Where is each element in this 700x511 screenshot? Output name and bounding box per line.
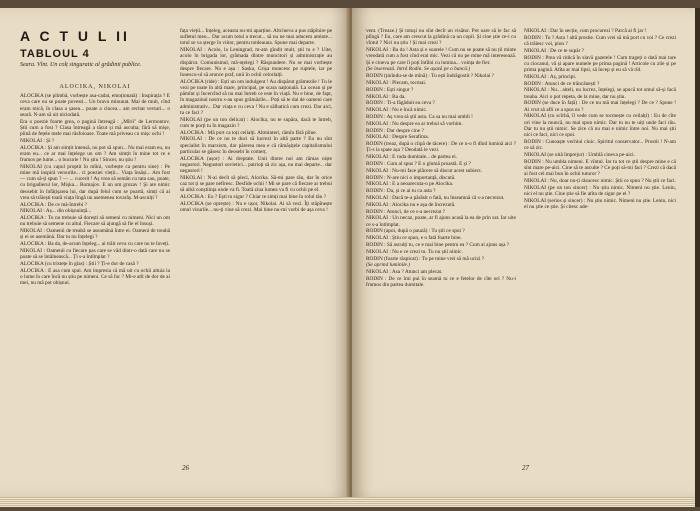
dialogue-paragraph: RODIN : Nu umbla nimeni. E vîntul. Iar tu tot ce știi despre mine e că sînt mare pe-aici. Cine să te asculte ? Ce poți să-mi faci ? Crezi că dacă ai fost cel mai bun în ochii tuturor ? — [524, 158, 676, 177]
dialogue-paragraph: RODIN : Ti-a făgăduit ea ceva ? — [366, 100, 435, 107]
dialogue-paragraph: NIKOLAI : Nu-mi face plăcere să discut acest subiect. — [366, 167, 483, 174]
page-edges-bottom — [0, 497, 695, 507]
dialogue-paragraph: RODIN : Atunci, de ce s-a necrezut ? — [366, 208, 446, 215]
page-number-left: 26 — [182, 464, 189, 472]
right-column-2 — [524, 28, 676, 460]
right-column-1 — [366, 28, 516, 460]
dialogue-paragraph: ALOCIKA : E asa cum spui. Am impresia că mă uit cu ochii altuia la o lume în care încă nu știu pe nimeni. Ce să fac ? Mi-e atît de dor de ai mei, nu mă pot obișnui. — [20, 267, 170, 287]
dialogue-paragraph: RODIN (foarte răspicat) : Tu pe mine vrei să mă ucizi ? — [366, 255, 485, 262]
dialogue-paragraph: NIKOLAI : Știu ce spun, e o fată foarte bine. — [366, 235, 462, 242]
dialogue-paragraph: ALOCIKA (ride) : Ești un om indulgent ! Au dispărut grămezile ! Tu le vezi pe toate în altă mare, principal, pe scara națională. La ocean și pe pămînt și încercînd să nu mai întreb ce este în viață. Nu e bine, de fapt, în magazinul nostru s-au spus grămăzile... Poți să te dai de oameni care administrativ... Dar viața e cu ceva ! Nu e sălbatică cum crezi. Dar aici, tu ce faci ? — [180, 78, 332, 116]
dialogue-paragraph: RODIN : N-are nici o importanță, discută. — [366, 174, 456, 181]
dialogue-paragraph: NIKOLAI : Dar în secție, cum procurezi ? Parcă ai fi jar ! — [524, 28, 647, 34]
dialogue-paragraph: fața vieții... Înțeleg, aceasta nu-mi aparține. Altcineva a pus stăpînire pe sufletul meu... Dar acum totul a trecut... să nu ne mai aducem aminte... totul se va șterge în viitor, pentru totdeauna. Spune mai departe. — [180, 28, 332, 47]
dialogue-paragraph: NIKOLAI : Aș... din obișnuință... — [20, 208, 92, 215]
dialogue-paragraph: NIKOLAI (serios și sincer) : Nu știu nimic. Nimeni nu știe. Lenin, nici el nu știe ce știe. Și citesc ade- — [524, 197, 676, 210]
dialogue-paragraph: RODIN (apoi, după o pauză) : Tu știi ce spui ? — [366, 228, 465, 235]
dialogue-paragraph: NIKOLAI : Ba da ! Asta și e soarele ! Cum nu se poate să nu ții minte vreodată cum a fost cînd erai mic. Vezi că nu pe mine mă interesează. Și e cineva pe care îl poți întîlni cu lumina... voința de fier. — [366, 47, 516, 66]
dialogue-paragraph: RODIN : Ești singur ? — [366, 86, 414, 93]
dialogue-paragraph: RODIN : Tu ? Asta ! altă prostie. Cum vrei să mă port cu voi ? Ce crezi că trăiesc voi, pion ? — [524, 34, 676, 47]
dialogue-paragraph: NIKOLAI (pe un ton sincer) : Nu știu nimic. Nimeni nu știe. Lenin, nici el nu știe. Cine știe să fie atîta de sigur pe el ? — [524, 184, 676, 197]
dialogue-paragraph: RODIN : Prea vă ridică în slavă gazetele ! Cum trageți o dată mai tare cu ciocanul, vă și apare numele pe prima pagină ! Articole cu zile și pe prima pagină. Atîta ar mai lipsi, să încep și eu să vă rîd. — [524, 54, 676, 73]
dialogue-paragraph: ALOCIKA (se plimbă, vorbește asa-cadat, emoționată) : Inspirația ? E ceva care nu se poate povesti... Un bravu minunat. Mai de mult, cînd eram mică, în clasa a șasea... poate a cincea... am recitat versuri... o seară. N-am să uit niciodată. — [20, 93, 170, 118]
dialogue-paragraph: NIKOLAI (pe un ton delicat) : Alocika, nu te supăra, dacă te întreb, cum te porți tu în magazin ? — [180, 116, 332, 129]
dialogue-paragraph: RODIN : Aș vrea să știi asta. Ca sa nu mai umbli ! — [366, 113, 473, 120]
left-column-2 — [180, 28, 332, 462]
dialogue-paragraph: RODIN : De ce îmi pui în seamă tu ce e fetelor de cîte ori ? Nu-i frumos din partea dumitale. — [366, 275, 516, 289]
dialogue-paragraph: NIKOLAI : Nu... alteli, nu lucrez, înțelegi, se apucă tot omul să-și facă treaba. Aici o pot repeta, de la mine, dar nu știu. — [524, 87, 676, 100]
dialogue-paragraph: NIKOLAI : Oamenii cu fiecare pas care se văd dintr-o dată care nu se poate să se întâlnească... Ți s-a întîmplat ? — [20, 248, 170, 261]
dialogue-paragraph: ALOCIKA : Tu nu trebuie să dorești să semeni cu nimeni. Nici un om nu trebuie să semene cu altul. Fiecare să ajungă să fie el însuși. — [20, 215, 170, 228]
dialogue-paragraph: ALOCIKA (cu tristețe în glas) : Știi ? Ți-e dor de casă ? — [20, 261, 139, 268]
dialogue-paragraph: RODIN : Dar despre cine ? — [366, 127, 424, 134]
dialogue-paragraph: NIKOLAI : Nu, doar nu-ți răsucesc nimic. Știi ce spun ? Nu știi ce faci. — [524, 177, 676, 184]
dialogue-paragraph: RODIN : Cunoaște vechiul cinic. Spiritul conservator... Prostii ! N-am ce să zic. — [524, 138, 676, 151]
dialogue-paragraph: ALOCIKA : Și am simțit intensă, nu pot să spun... Nu mai eram eu, nu eram eu... ce ar mai înțelege un om ? Am simțit în mine tot ce e frumos pe lume... o bucurie ! Nu știu ! Sincer, nu știu ! — [20, 144, 170, 164]
dialogue-paragraph: RODIN (se duce în față) : De ce nu mă mai înțelegi ? De ce ? Spune ! Ai vrut să afli ce a spus ea ? — [524, 100, 676, 113]
dialogue-paragraph: NIKOLAI : Un necaz, poate, ar fi ajuns acasă la ea de prin sat. Iar uite ce s-a întîmplat. — [366, 215, 516, 228]
dialogue-paragraph: NIKOLAI : N-ai decît să pleci, Alocika. Să-mi pare rău, dar în orice caz tot ți se pare nefiresc. Desfide ochii ! Mi se pare că fiecare ar trebui să aibă conștiința unde va fi. Toată ziua lumea va fi cu ochii pe el. — [180, 174, 332, 194]
dialogue-paragraph: ALOCIKA : De ce mă-întrebi ? — [20, 201, 87, 208]
dialogue-paragraph: RODIN (treaz, după o clipă de tăcere) : De ce n-o fi dînd lumină aici ? Ți-s la spate așa ? Deodată le vezi. — [366, 141, 516, 154]
left-column-1 — [20, 82, 170, 462]
dialogue-paragraph: ALOCIKA (se oprește) : Nu e ușor, Nikolai. Ai să vezi. Îți stăpînește omul visurile... nu-ți vine să crezi. Mai bine nu-mi vorbi de așa ceva ! — [180, 200, 332, 214]
dialogue-paragraph: NIKOLAI (cu capul proptit în mîini, vorbește ca pentru sine) : Pe mine mă inspiră versurile... ci poeziei vieții... Viața însăși... Am fost — cum să-ți spun ? — ... cucerit ! Aș vrea să semăn cu tata sau, poate, cu brigadierul lor, Mișka... Romajov. E un om grozav ! Și are nimic deosebit în înfățișarea lui, dar după felul cum se poartă, simți că ai vrea să trăiești toată viața lîngă un asemenea tovarăș. M-asculți ? — [20, 163, 170, 201]
stage-direction: Seara. Vînt. Un colț singuratic al grădinii publice. — [20, 62, 142, 68]
dialogue-paragraph: ALOCIKA : Mă port ca toți ceilalți. Altminteri, rămîn fără pîine. — [180, 129, 317, 136]
dialogue-paragraph: NIKOLAI : Dacă te-a părăsit o fată, nu înseamnă că s-a necrezut. — [366, 194, 505, 201]
page-number-right: 27 — [522, 464, 529, 472]
dialogue-paragraph: NIKOLAI : Nu e ce crezi tu. Tu nu știi nimic. — [366, 248, 463, 255]
dialogue-paragraph: NIKOLAI : Acolo, la Leningrad, m-am gîndit mult, știi tu e ? Uite, acolo în brigada lor, grămada dintre muncitori și administrație au dispărut. Comunismul, mă-nțelegi ? Răspundere. Nu se mai vorbește despre fiecare. Nu e așa : Saska, Grișa muncesc pe ruptele, iar pe Ionescu-ul să arunce praf, unii în ochii celorlalți. — [180, 47, 332, 79]
dialogue-paragraph: ALOCIKA : Eu ? Ești tu sigur ? Chiar te simți mai bine în rolul tău ? — [180, 194, 326, 201]
dialogue-paragraph: NIKOLAI : Alocika nu e așa de încrezută. — [366, 201, 456, 208]
dialogue-paragraph: NIKOLAI : E a neoarecuta-o pe Alocika. — [366, 181, 454, 188]
dialogue-paragraph: NIKOLAI : Oamenii de treabă se aseamănă între ei. Oameni de treabă și ei se asemănă. Dar tu nu înțelegi ? — [20, 228, 170, 241]
dialogue-paragraph: NIKOLAI : De ce te supăr ? — [524, 47, 585, 54]
dialogue-paragraph: RODIN : Da, și ce ai tu cu asta ? — [366, 188, 436, 195]
characters-heading: ALOCIKA, NIKOLAI — [59, 84, 131, 90]
dialogue-paragraph: NIKOLAI : Nu e încă nimic. — [366, 107, 428, 114]
cover-edge-right — [695, 8, 700, 507]
dialogue-paragraph: RODIN (ținîndu-se de mînă) : Tu ești îndrăgostit ? Nikolai ? — [366, 73, 494, 80]
dialogue-paragraph: NIKOLAI : Aș, principi. — [524, 73, 577, 80]
dialogue-paragraph: NIKOLAI (cu scîrbă, îl vede cum se tocmește cu ceilalți) : Eu de cîte ori vine la muncă, nu mai spun nimic. Dar tu nu te uiți unde faci rău. Dar tu nu știi nimic. Se zice că nu mai e nimic între noi. Nu mai știi nici ce faci, nici ce spui. — [524, 113, 676, 138]
dialogue-paragraph: NIKOLAI : Plecam, tocmai. — [366, 80, 427, 86]
right-page — [352, 8, 695, 497]
act-title: A C T U L II — [20, 28, 130, 44]
dialogue-paragraph: ALOCIKA (ușor) : Ai dreptate. Unii dintre noi am rămas niște negustori. Negustori sovietici... patrioți să zic așa, nu mai departe... dar negustori ! — [180, 155, 332, 175]
dialogue-paragraph: vent. (Treaze.) Și totuși nu sînt decît un visător. Pot oare să le fac să plîngă ? Eu, care am crescut la grădină ca un copil. Și cine știe ce-i cu vîntul ? Nici nu știu ! Și mai crezi ? — [366, 28, 516, 47]
dialogue-paragraph: RODIN : Cum al spus ? E o glumă proastă. E și ? — [366, 160, 471, 167]
dialogue-paragraph: NIKOLAI : Despre Serafima. — [366, 134, 429, 141]
left-page — [0, 8, 350, 497]
dialogue-paragraph: NIKOLAI : De ce nu te duci să lucrezi în altă parte ? Eu nu sînt specialist în marxism, dar părerea mea e că rămășițele capitalismului particular se găsesc în deosebi în comerț. — [180, 136, 332, 155]
dialogue-paragraph: NIKOLAI : Nu despre ea ar trebui să vorbim. — [366, 120, 463, 127]
dialogue-paragraph: (Se înserează. Intră Rodin. Se așază pe o bancă.) — [366, 66, 471, 73]
dialogue-paragraph: ALOCIKA : Ba da, de-acum înțeleg... ai trăit ceva cu care nu te înveți. — [20, 241, 170, 248]
dialogue-paragraph: NIKOLAI : E ruda dumitale... de partea ei. — [366, 154, 458, 161]
dialogue-paragraph: NIKOLAI : Asa ? Atunci am plecat. — [366, 269, 443, 276]
dialogue-paragraph: (Se aprind luminile.) — [366, 262, 410, 269]
dialogue-paragraph: Era o poezie foarte grea, o pagină întreagă : „Mîrii" de Lermontov. Știi cum a fost ? Clasa întreagă a tăcut și mă asculta; fără să mișe, plină de fețele mele mai răsfoioase. Toate mă priveau cu mișc ochi ! — [20, 118, 170, 138]
dialogue-paragraph: RODIN : Să asculți tu, ce e mai bine pentru ea ? Cum ai ajuns așa ? — [366, 241, 510, 248]
dialogue-paragraph: RODIN : Atunci de ce trăncănești ? — [524, 80, 600, 87]
dialogue-paragraph: NIKOLAI (se uită împrejur) : Umblă cineva pe-aici. — [524, 151, 635, 158]
dialogue-paragraph: NIKOLAI : Ba da. — [366, 93, 406, 100]
tablou-title: TABLOUL 4 — [20, 48, 90, 60]
dialogue-paragraph: NIKOLAI : Și ? — [20, 137, 55, 144]
